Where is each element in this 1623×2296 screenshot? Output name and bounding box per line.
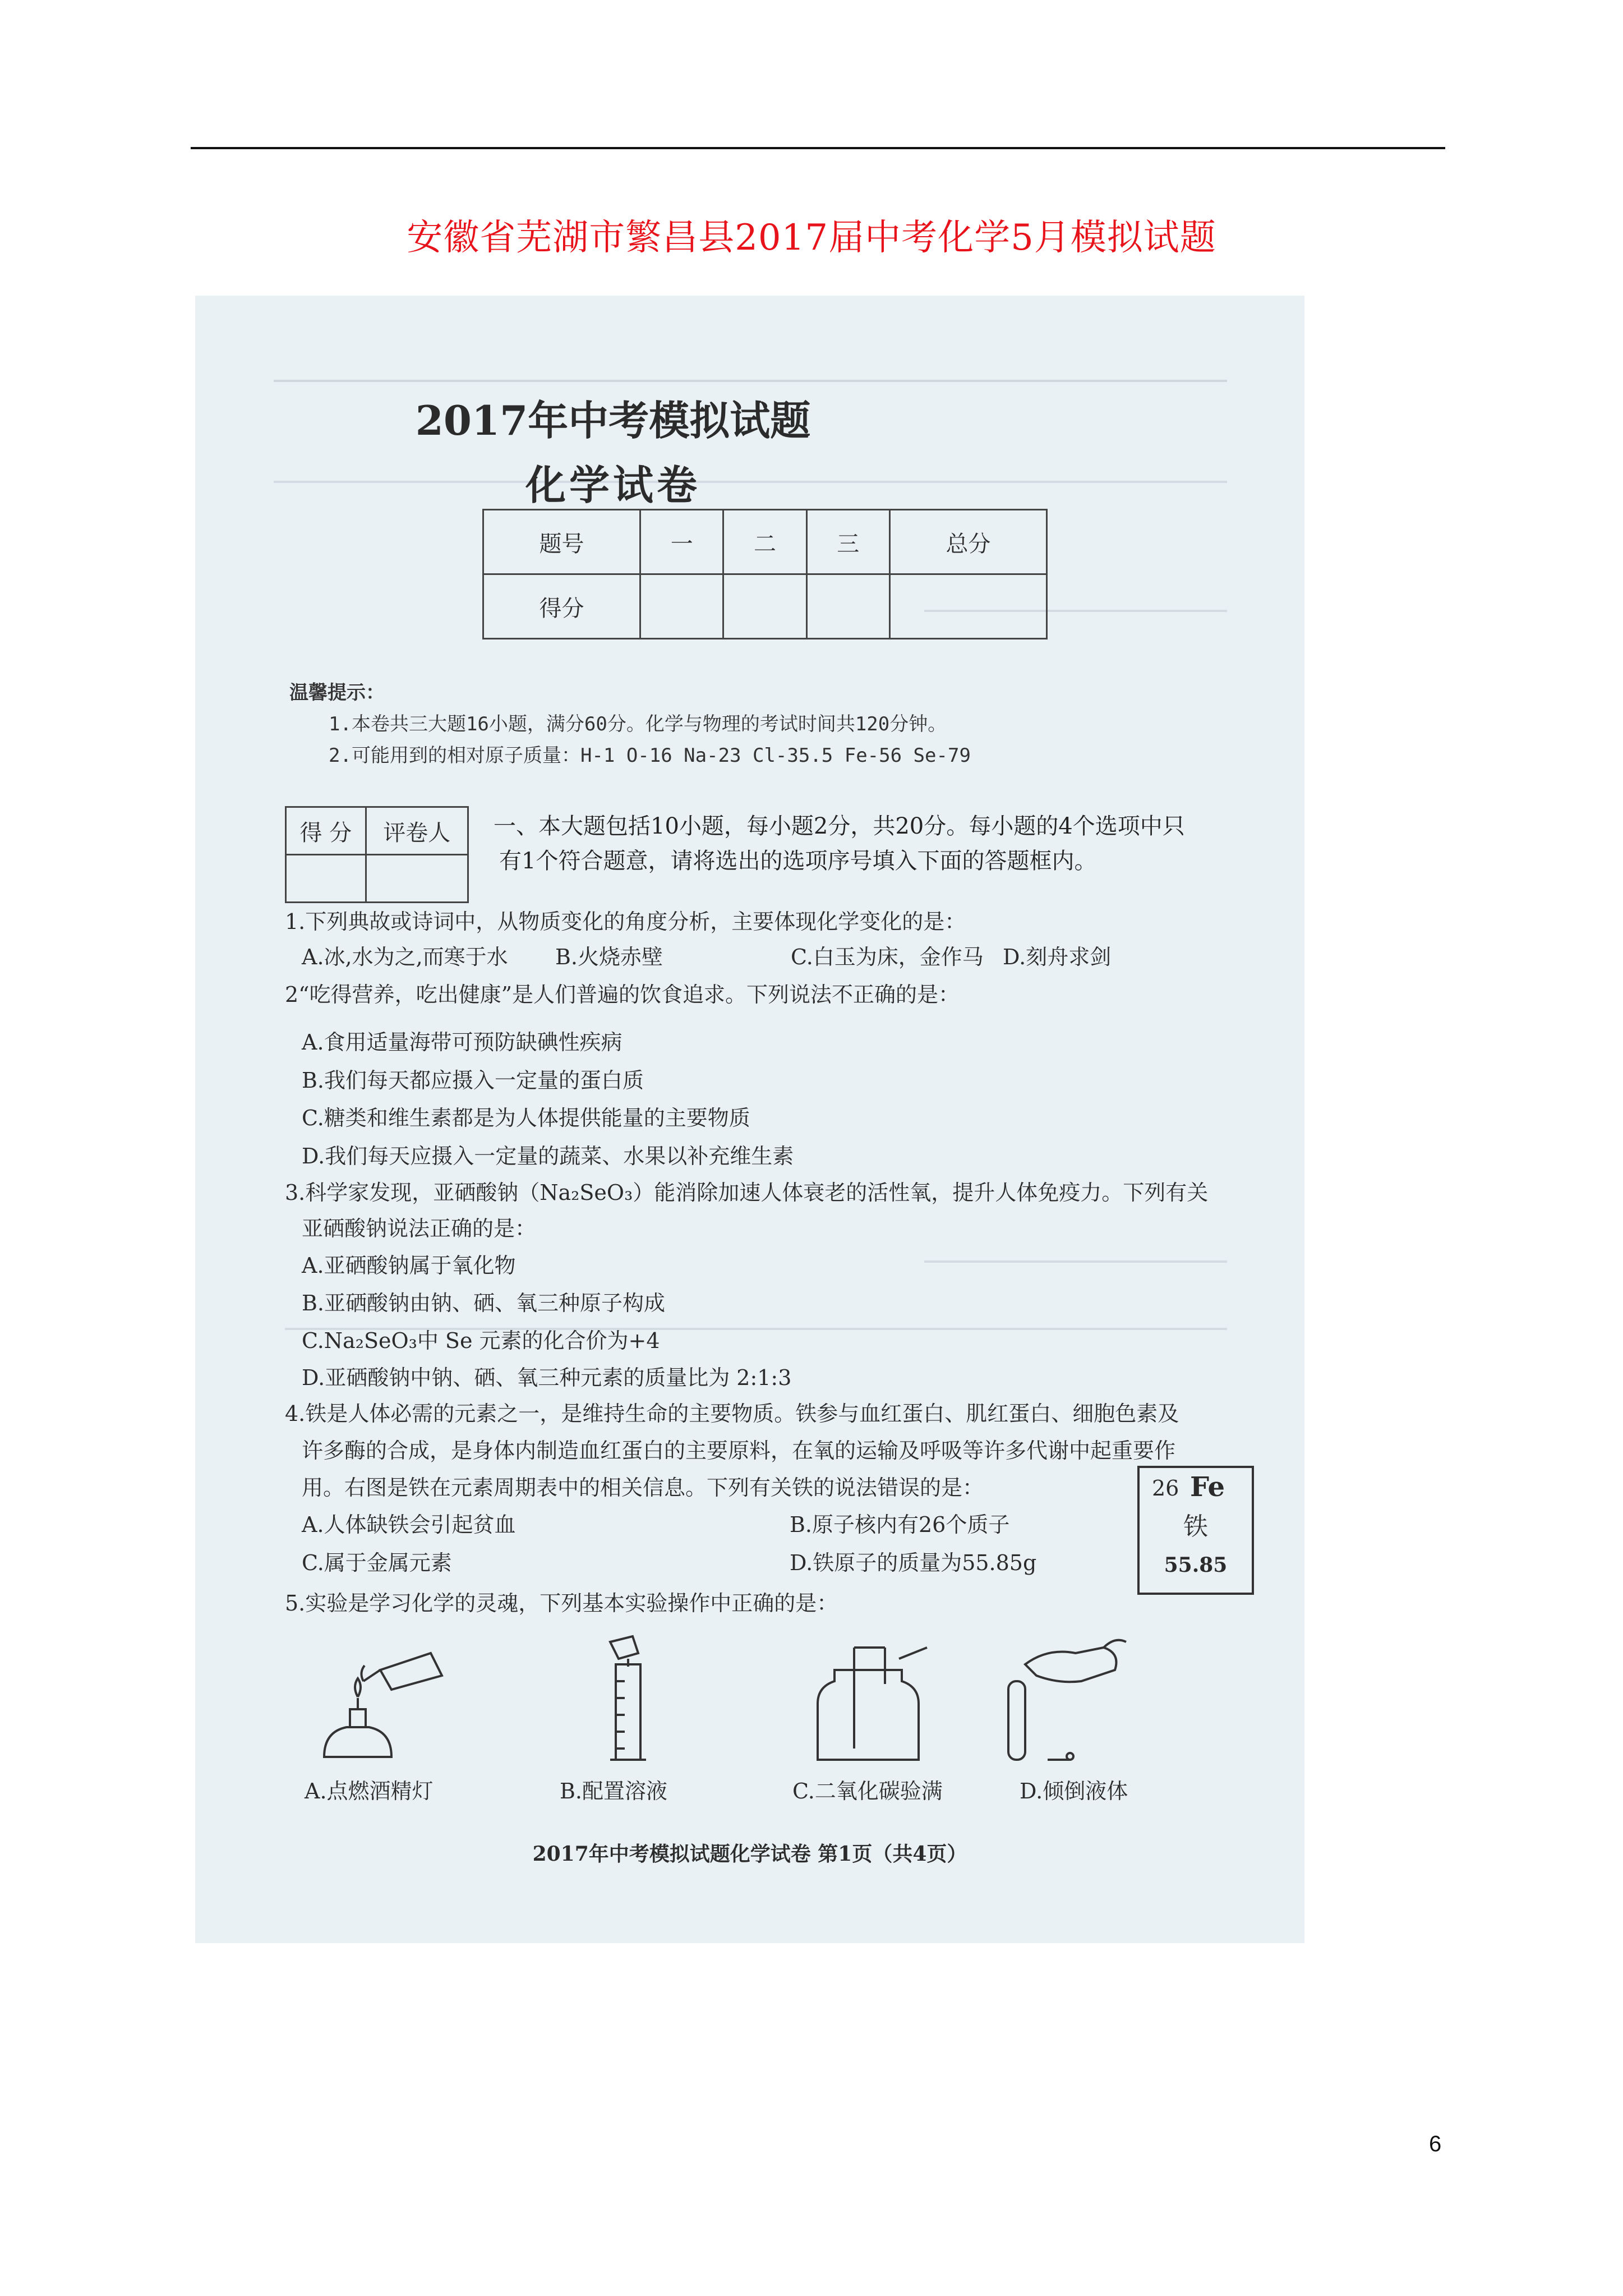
question-3-stem: 3.科学家发现，亚硒酸钠（Na₂SeO₃）能消除加速人体衰老的活性氧，提升人体免疫力。下列有关 bbox=[285, 1180, 1209, 1205]
score-header-cell: 二 bbox=[723, 510, 806, 574]
exam-subtitle: 化学试卷 bbox=[525, 461, 700, 509]
graduated-cylinder-illustration bbox=[577, 1631, 689, 1765]
page-number: 6 bbox=[1429, 2132, 1442, 2156]
score-header-cell: 总分 bbox=[889, 510, 1046, 574]
exam-footer: 2017年中考模拟试题化学试卷 第1页（共4页） bbox=[532, 1842, 967, 1866]
section-one-heading bbox=[494, 809, 1185, 878]
gas-bottle-illustration bbox=[801, 1631, 935, 1765]
question-5-option-a: A.点燃酒精灯 bbox=[305, 1779, 434, 1803]
element-name: 铁 bbox=[1183, 1512, 1208, 1541]
header-rule bbox=[191, 147, 1445, 149]
score-cell[interactable] bbox=[723, 574, 806, 639]
question-4-stem-cont: 用。右图是铁在元素周期表中的相关信息。下列有关铁的说法错误的是： bbox=[302, 1475, 984, 1500]
score-header-cell: 三 bbox=[806, 510, 889, 574]
grader-cell[interactable] bbox=[286, 855, 366, 903]
question-4-option-a: A.人体缺铁会引起贫血 bbox=[302, 1512, 516, 1537]
question-3-option-b: B.亚硒酸钠由钠、硒、氧三种原子构成 bbox=[302, 1291, 666, 1315]
bleed-through-line bbox=[274, 380, 1227, 382]
question-2-option-b: B.我们每天都应摄入一定量的蛋白质 bbox=[302, 1068, 644, 1093]
question-2-option-c: C.糖类和维生素都是为人体提供能量的主要物质 bbox=[302, 1106, 750, 1130]
tips-block bbox=[289, 677, 971, 771]
question-4-option-b: B.原子核内有26个质子 bbox=[790, 1512, 1010, 1537]
question-4-stem-cont: 许多酶的合成，是身体内制造血红蛋白的主要原料，在氧的运输及呼吸等许多代谢中起重要作 bbox=[302, 1438, 1176, 1463]
question-4-option-c: C.属于金属元素 bbox=[302, 1550, 452, 1575]
question-4-stem: 4.铁是人体必需的元素之一，是维持生命的主要物质。铁参与血红蛋白、肌红蛋白、细胞色素及 bbox=[285, 1401, 1179, 1426]
grader-header-cell: 评卷人 bbox=[366, 807, 468, 855]
question-2-option-a: A.食用适量海带可预防缺碘性疾病 bbox=[302, 1030, 623, 1055]
question-3-option-d: D.亚硒酸钠中钠、硒、氧三种元素的质量比为 2:1:3 bbox=[302, 1365, 792, 1390]
question-5-stem: 5.实验是学习化学的灵魂，下列基本实验操作中正确的是： bbox=[285, 1591, 838, 1616]
section-one-line: 有1个符合题意，请将选出的选项序号填入下面的答题框内。 bbox=[499, 848, 1097, 874]
question-3-stem-cont: 亚硒酸钠说法正确的是： bbox=[302, 1216, 537, 1241]
grader-header-row bbox=[286, 807, 468, 855]
grader-cell[interactable] bbox=[366, 855, 468, 903]
question-1-option-d: D.刻舟求剑 bbox=[1003, 945, 1112, 969]
question-2-stem: 2“吃得营养，吃出健康”是人们普遍的饮食追求。下列说法不正确的是： bbox=[285, 982, 960, 1007]
question-2-option-d: D.我们每天应摄入一定量的蔬菜、水果以补充维生素 bbox=[302, 1144, 794, 1168]
question-1-option-b: B.火烧赤壁 bbox=[555, 945, 663, 969]
atomic-number: 26 bbox=[1152, 1476, 1179, 1501]
score-cell[interactable] bbox=[640, 574, 723, 639]
alcohol-lamp-illustration bbox=[296, 1631, 453, 1765]
element-symbol: Fe bbox=[1190, 1471, 1225, 1503]
scanned-exam-page bbox=[195, 296, 1304, 1943]
tip-line: 2.可能用到的相对原子质量：H-1 O-16 Na-23 Cl-35.5 Fe-56 Se-79 bbox=[329, 744, 971, 767]
score-cell[interactable] bbox=[806, 574, 889, 639]
grader-table bbox=[285, 806, 469, 903]
iron-element-cell bbox=[1137, 1466, 1254, 1595]
score-cell[interactable] bbox=[889, 574, 1046, 639]
score-header-cell: 题号 bbox=[483, 510, 640, 574]
question-3-option-c: C.Na₂SeO₃中 Se 元素的化合价为+4 bbox=[302, 1328, 660, 1353]
pouring-liquid-illustration bbox=[992, 1631, 1137, 1765]
score-table-row bbox=[483, 574, 1047, 639]
score-header-cell: 一 bbox=[640, 510, 723, 574]
question-5-option-c: C.二氧化碳验满 bbox=[792, 1779, 943, 1803]
question-1-option-a: A.冰,水为之,而寒于水 bbox=[302, 945, 508, 969]
question-5-option-b: B.配置溶液 bbox=[560, 1779, 668, 1803]
atomic-mass: 55.85 bbox=[1164, 1553, 1228, 1577]
grader-header-cell: 得 分 bbox=[286, 807, 366, 855]
question-1-stem: 1.下列典故或诗词中，从物质变化的角度分析，主要体现化学变化的是： bbox=[285, 909, 966, 934]
score-row-label: 得分 bbox=[483, 574, 640, 639]
exam-title: 2017年中考模拟试题 bbox=[415, 397, 811, 444]
section-one-line: 一、本大题包括10小题，每小题2分，共20分。每小题的4个选项中只 bbox=[494, 813, 1185, 839]
question-3-option-a: A.亚硒酸钠属于氧化物 bbox=[302, 1253, 516, 1278]
document-title: 安徽省芜湖市繁昌县2017届中考化学5月模拟试题 bbox=[407, 217, 1216, 259]
question-4-option-d: D.铁原子的质量为55.85g bbox=[790, 1550, 1037, 1575]
score-table bbox=[482, 509, 1048, 639]
question-1-option-c: C.白玉为床，金作马 bbox=[791, 945, 984, 969]
tips-title: 温馨提示： bbox=[289, 682, 385, 704]
score-table-header-row bbox=[483, 510, 1047, 574]
bleed-through-line bbox=[924, 1260, 1227, 1263]
question-5-option-d: D.倾倒液体 bbox=[1020, 1779, 1128, 1803]
grader-row bbox=[286, 855, 468, 903]
tip-line: 1.本卷共三大题16小题，满分60分。化学与物理的考试时间共120分钟。 bbox=[329, 713, 947, 735]
